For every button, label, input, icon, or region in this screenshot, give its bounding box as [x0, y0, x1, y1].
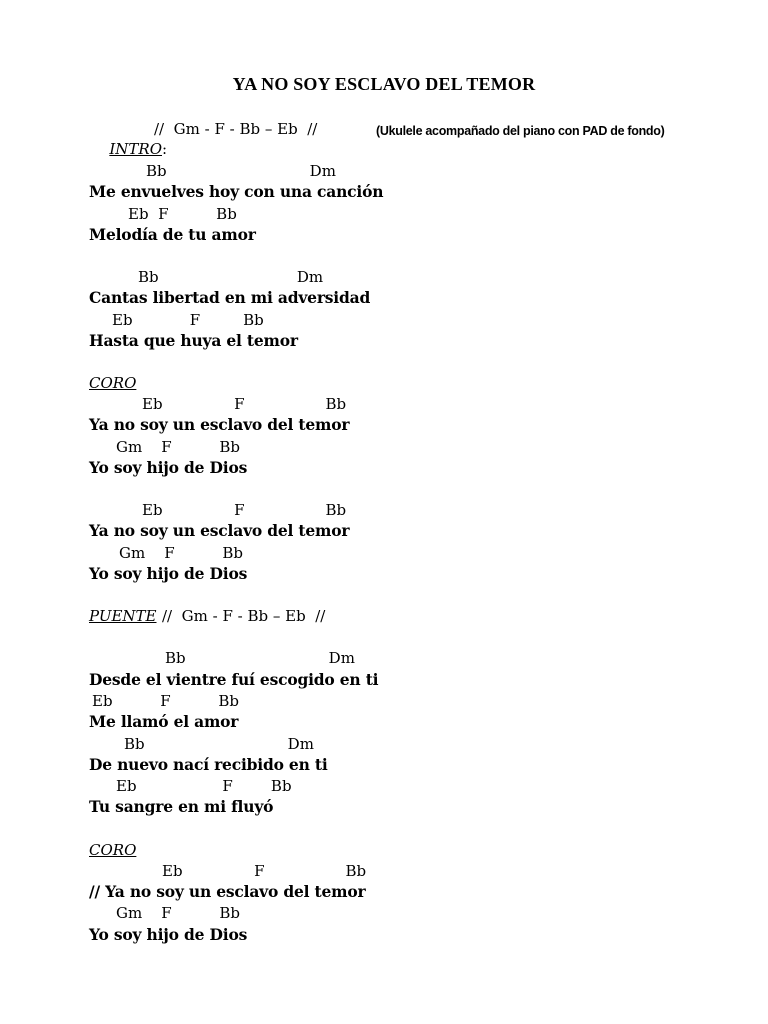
- coro2-lyric-1: // Ya no soy un esclavo del temor: [89, 882, 366, 901]
- coro1-chords-2: Gm F Bb: [116, 438, 240, 456]
- coro1-chords-4: Gm F Bb: [119, 544, 243, 562]
- verse1-lyric-2: Melodía de tu amor: [89, 225, 256, 244]
- verse1-chords-2: Eb F Bb: [128, 205, 237, 223]
- coro2-chords-1: Eb F Bb: [162, 862, 367, 880]
- puente-chords-4: Eb F Bb: [116, 777, 292, 795]
- coro1-lyric-3: Ya no soy un esclavo del temor: [89, 521, 350, 540]
- intro-sequence: // Gm - F - Bb – Eb //: [154, 120, 318, 138]
- puente-label: PUENTE: [89, 607, 157, 625]
- puente-lyric-2: Me llamó el amor: [89, 712, 239, 731]
- verse1-chords-1: Bb Dm: [146, 162, 336, 180]
- song-title: YA NO SOY ESCLAVO DEL TEMOR: [232, 74, 536, 94]
- verse1-chords-4: Eb F Bb: [112, 311, 264, 329]
- verse1-lyric-3: Cantas libertad en mi adversidad: [89, 288, 371, 307]
- puente-lyric-3: De nuevo nací recibido en ti: [89, 755, 328, 774]
- puente-lyric-4: Tu sangre en mi fluyó: [89, 797, 274, 816]
- intro-label: INTRO: [109, 140, 162, 158]
- puente-chords-1: Bb Dm: [165, 649, 355, 667]
- puente-sequence: // Gm - F - Bb – Eb //: [162, 607, 326, 625]
- puente-chords-2: Eb F Bb: [92, 692, 239, 710]
- verse1-lyric-4: Hasta que huya el temor: [89, 331, 298, 350]
- puente-lyric-1: Desde el vientre fuí escogido en ti: [89, 670, 379, 689]
- puente-chords-3: Bb Dm: [124, 735, 314, 753]
- coro2-label: CORO: [89, 841, 137, 859]
- verse1-chords-3: Bb Dm: [138, 268, 324, 286]
- intro-note: (Ukulele acompañado del piano con PAD de fondo): [376, 124, 665, 138]
- coro1-chords-1: Eb F Bb: [142, 395, 347, 413]
- verse1-lyric-1: Me envuelves hoy con una canción: [89, 182, 384, 201]
- coro2-chords-2: Gm F Bb: [116, 904, 240, 922]
- coro1-chords-3: Eb F Bb: [142, 501, 347, 519]
- coro2-lyric-2: Yo soy hijo de Dios: [89, 925, 248, 944]
- coro1-lyric-1: Ya no soy un esclavo del temor: [89, 415, 350, 434]
- coro1-label: CORO: [89, 374, 137, 392]
- intro-colon: :: [162, 140, 168, 158]
- coro1-lyric-4: Yo soy hijo de Dios: [89, 564, 248, 583]
- coro1-lyric-2: Yo soy hijo de Dios: [89, 458, 248, 477]
